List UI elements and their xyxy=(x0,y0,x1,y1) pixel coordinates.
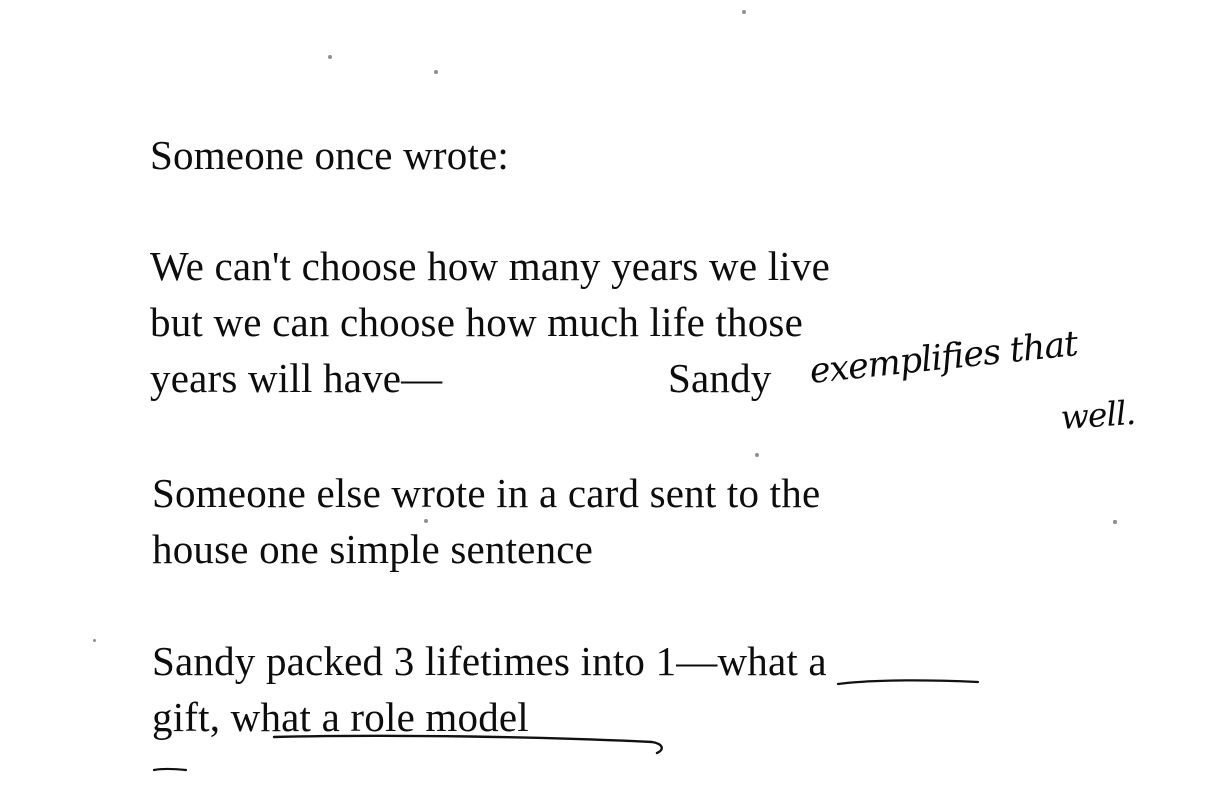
closing-line-2: gift, what a role model xyxy=(152,694,529,740)
quote-line-1: We can't choose how many years we live xyxy=(150,243,830,289)
scan-speck xyxy=(434,70,438,74)
underline-stub xyxy=(152,764,202,776)
scan-speck xyxy=(742,10,746,14)
paragraph-line-1: Someone else wrote in a card sent to the xyxy=(152,470,821,516)
scan-speck xyxy=(93,639,96,642)
paragraph-line-2: house one simple sentence xyxy=(152,526,594,572)
scan-speck xyxy=(424,519,428,523)
underline-what-a xyxy=(836,676,996,690)
quote-line-3: years will have— xyxy=(150,355,443,401)
underline-role-model xyxy=(272,731,682,757)
quote-line-2: but we can choose how much life those xyxy=(150,299,803,345)
handwritten-annotation-line-1: exemplifies that xyxy=(807,324,1080,392)
scan-speck xyxy=(755,453,760,458)
closing-line-1: Sandy packed 3 lifetimes into 1—what a xyxy=(152,638,827,684)
intro-line: Someone once wrote: xyxy=(150,132,510,178)
quote-attribution: Sandy xyxy=(668,355,772,401)
scan-speck xyxy=(1113,520,1116,523)
handwritten-annotation-line-2: well. xyxy=(1059,392,1137,437)
scan-speck xyxy=(328,55,332,59)
